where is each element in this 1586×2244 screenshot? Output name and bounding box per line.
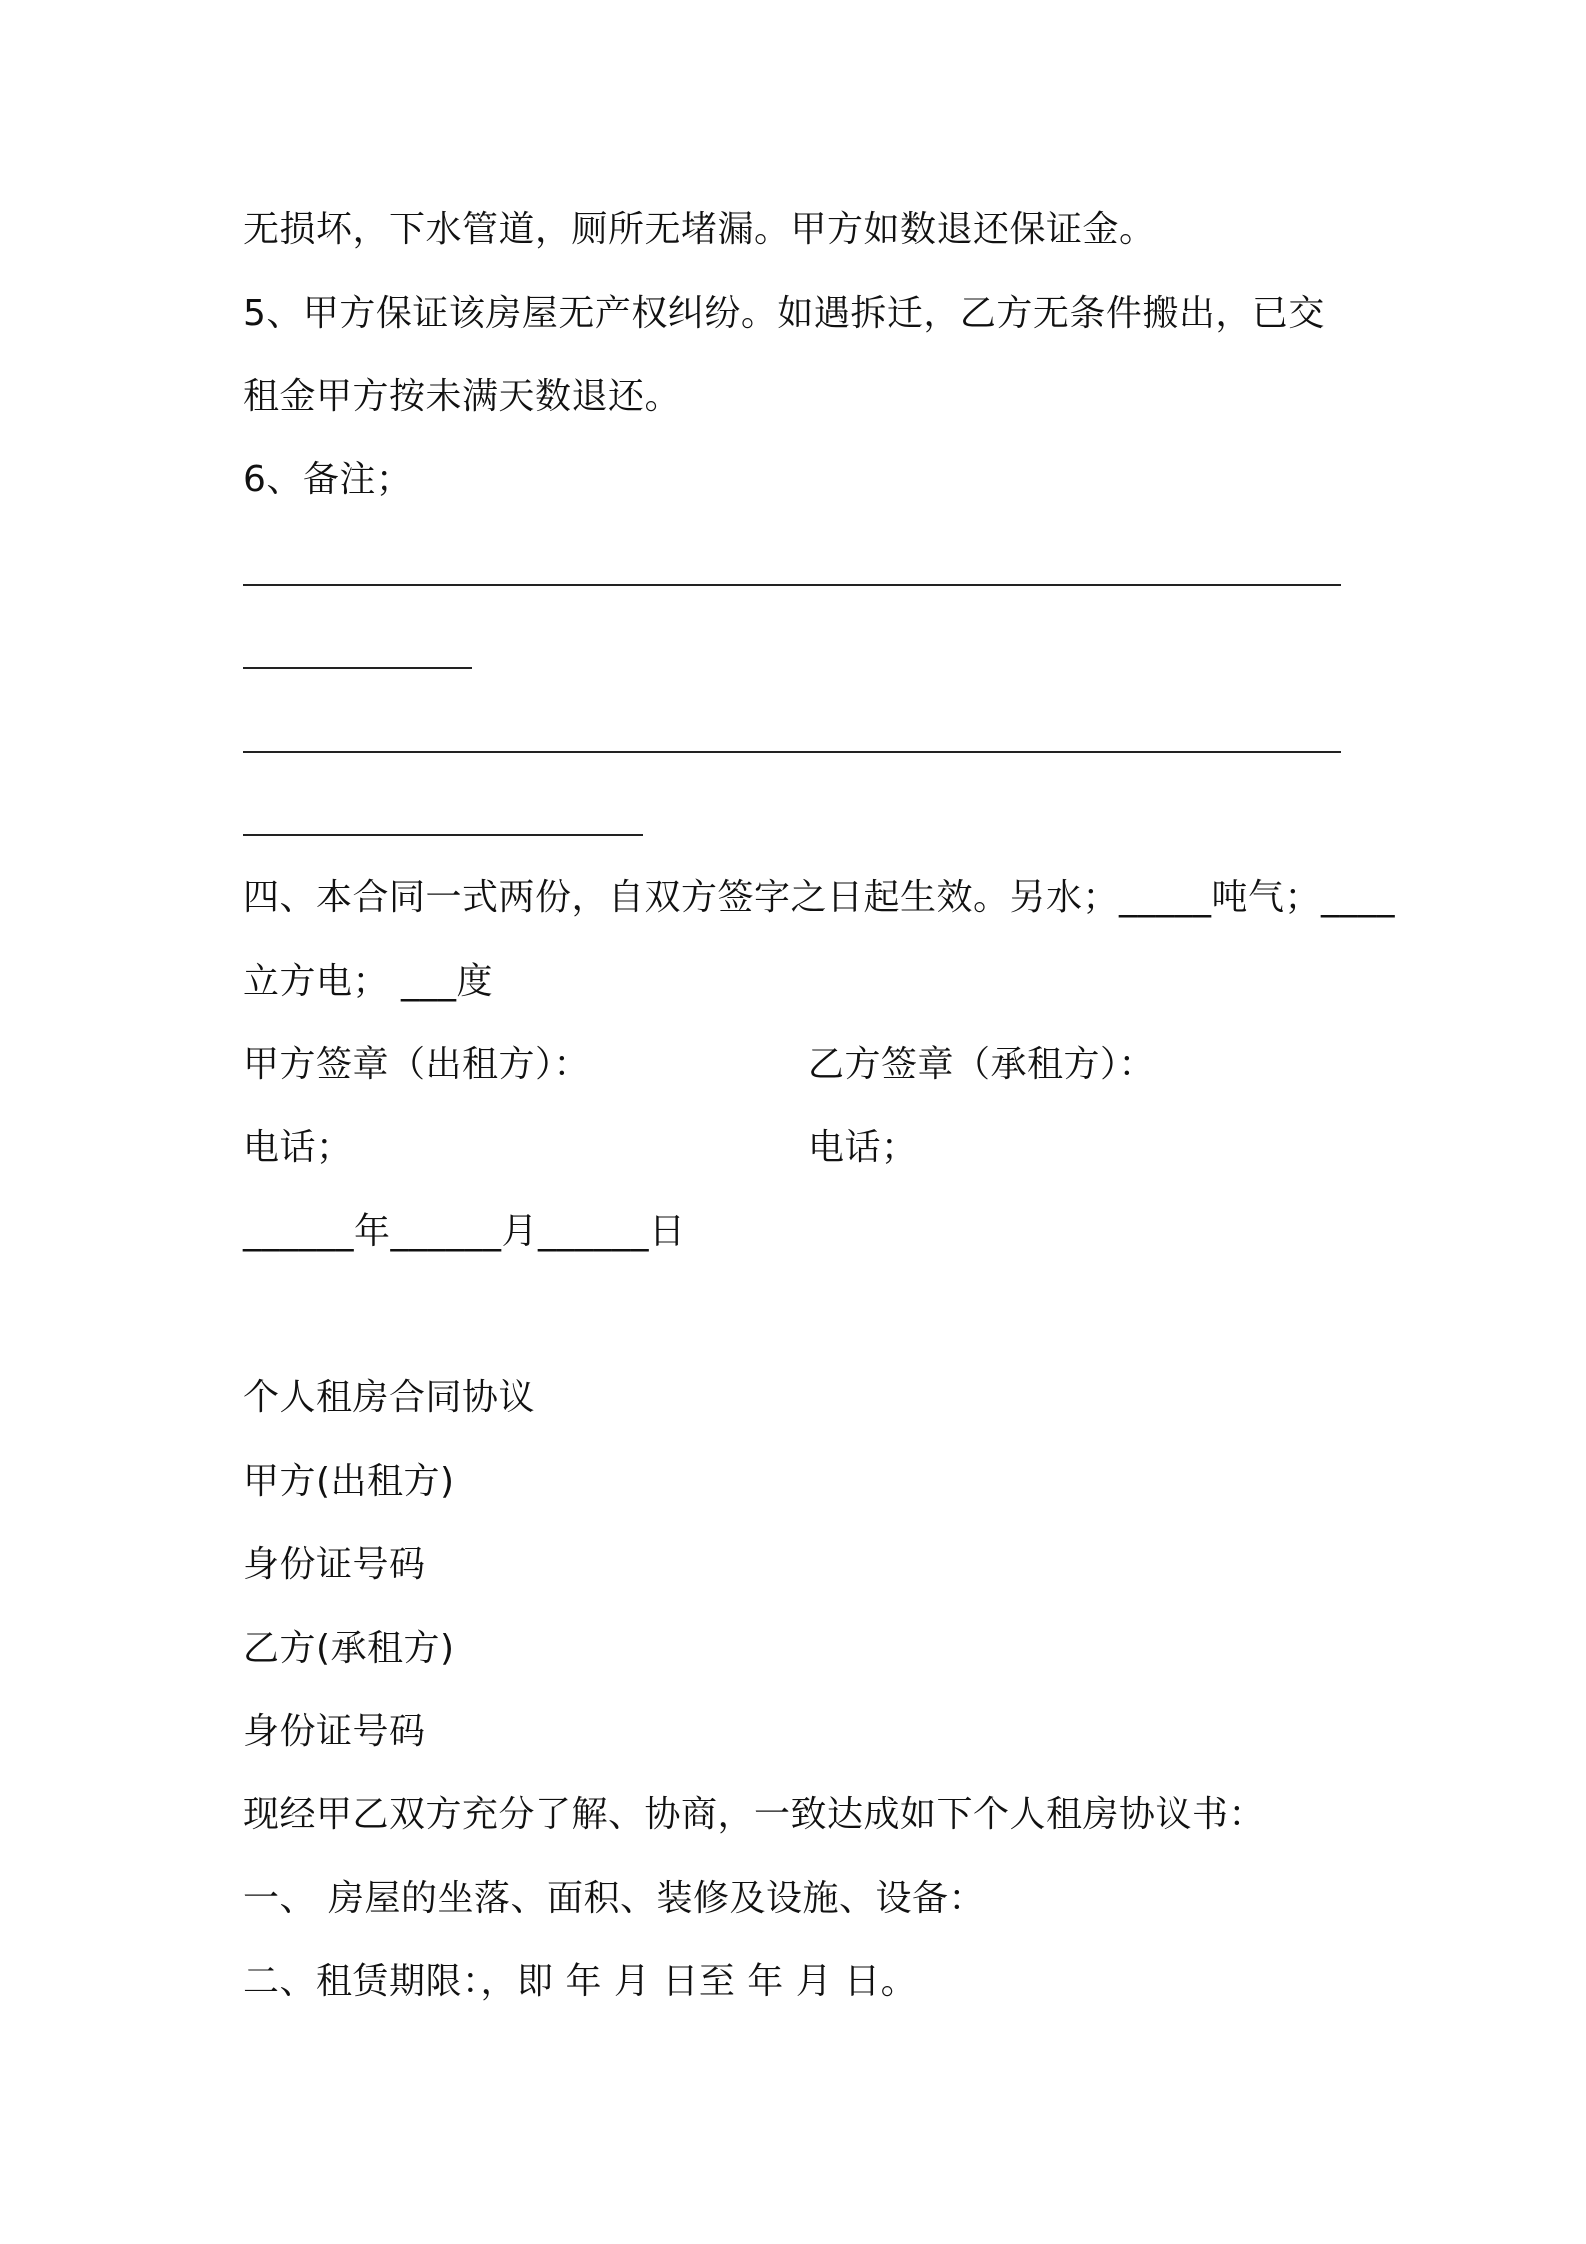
remarks-blank-line-3 <box>243 751 1341 753</box>
second-contract-title: 个人租房合同协议 <box>243 1377 536 1418</box>
second-contract-party-b: 乙方(承租方) <box>243 1628 455 1669</box>
signature-party-b: 乙方签章（承租方）： <box>808 1044 1156 1085</box>
text-line-return-deposit: 无损坏，下水管道，厕所无堵漏。甲方如数退还保证金。 <box>243 209 1156 250</box>
second-contract-item-one: 一、 房屋的坐落、面积、装修及设施、设备： <box>243 1878 985 1919</box>
second-contract-intro: 现经甲乙双方充分了解、协商，一致达成如下个人租房协议书： <box>243 1794 1266 1835</box>
text-line-clause-6-remarks: 6、备注； <box>243 459 413 500</box>
second-contract-id-b: 身份证号码 <box>243 1711 426 1752</box>
remarks-blank-line-4 <box>243 834 643 836</box>
phone-party-b: 电话； <box>808 1127 918 1168</box>
text-line-clause-four: 四、本合同一式两份，自双方签字之日起生效。另水；_____吨气；____ <box>243 877 1396 918</box>
phone-party-a: 电话； <box>243 1127 353 1168</box>
second-contract-item-two: 二、租赁期限：，即 年 月 日至 年 月 日。 <box>243 1961 918 2002</box>
text-line-clause-four-cont: 立方电； ___度 <box>243 961 493 1002</box>
second-contract-id-a: 身份证号码 <box>243 1544 426 1585</box>
signature-date: ______年______月______日 <box>243 1211 686 1252</box>
signature-party-a: 甲方签章（出租方）： <box>243 1044 591 1085</box>
text-line-clause-5-cont: 租金甲方按未满天数退还。 <box>243 376 682 417</box>
remarks-blank-line-2 <box>243 667 472 669</box>
text-line-clause-5: 5、甲方保证该房屋无产权纠纷。如遇拆迁，乙方无条件搬出，已交 <box>243 293 1325 334</box>
remarks-blank-line-1 <box>243 584 1341 586</box>
second-contract-party-a: 甲方(出租方) <box>243 1461 455 1502</box>
